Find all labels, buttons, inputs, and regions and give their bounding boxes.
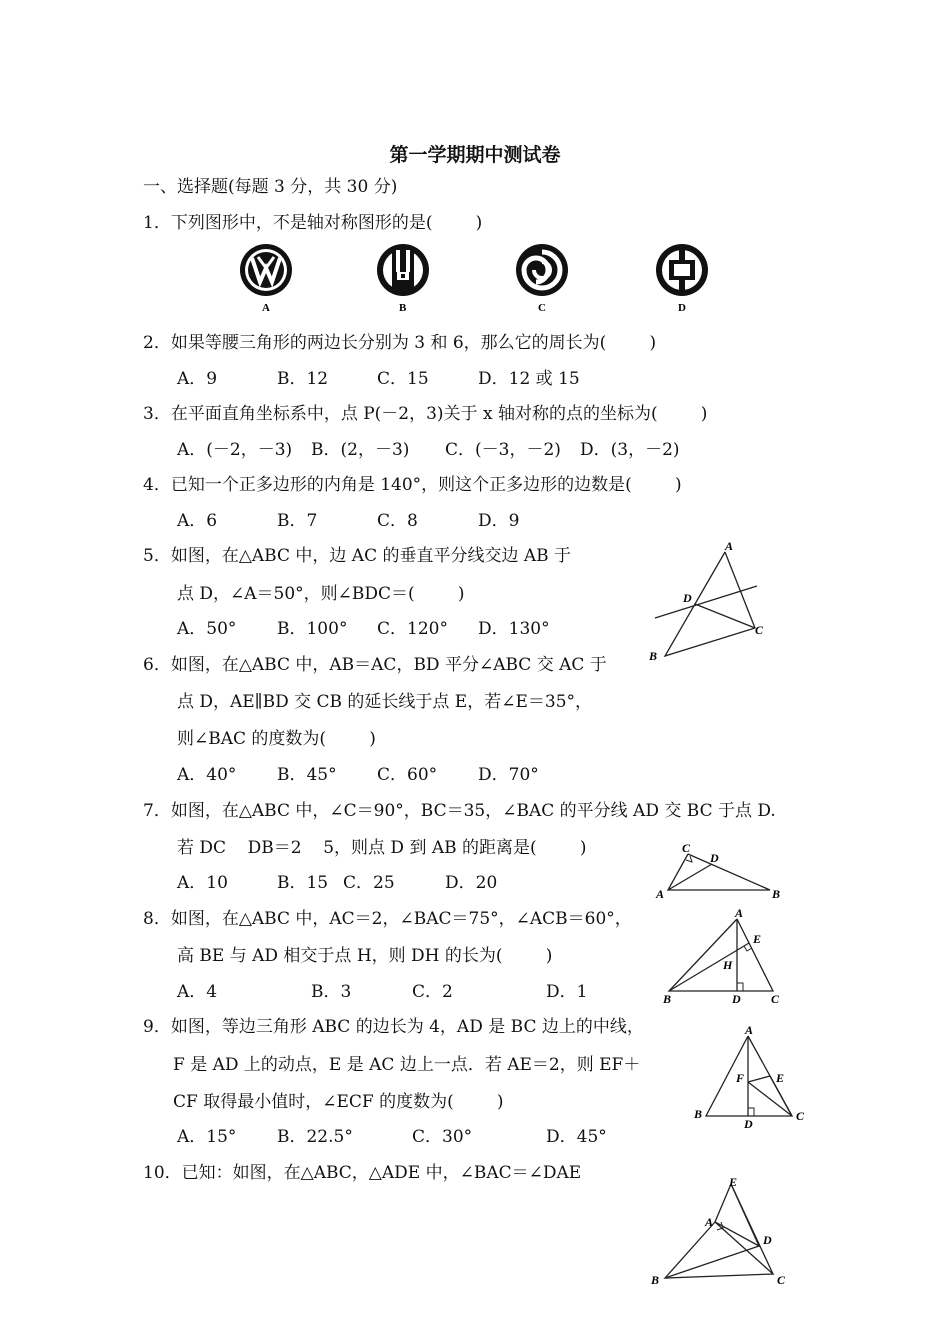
- q9-triangle-figure: [688, 1022, 813, 1132]
- q6-line3: 则∠BAC 的度数为( ): [177, 729, 376, 749]
- q5-option-b: B．100°: [277, 619, 348, 639]
- figure-point-label: C: [755, 623, 764, 637]
- q8-option-c: C．2: [412, 982, 453, 1002]
- figure-point-label: F: [736, 1071, 745, 1085]
- q5-line2: 点 D，∠A＝50°，则∠BDC＝( ): [177, 584, 465, 604]
- section-heading: 一、选择题(每题 3 分，共 30 分): [143, 177, 398, 197]
- figure-point-label: H: [723, 958, 733, 972]
- q9-option-d: D．45°: [546, 1127, 607, 1147]
- q5-line1: 5．如图，在△ABC 中，边 AC 的垂直平分线交边 AB 于: [143, 546, 572, 566]
- q2-option-c: C．15: [377, 369, 429, 389]
- figure-point-label: A: [725, 539, 734, 553]
- q6-line2: 点 D，AE∥BD 交 CB 的延长线于点 E，若∠E＝35°，: [177, 692, 593, 712]
- figure-point-label: D: [683, 591, 692, 605]
- figure-point-label: E: [753, 932, 762, 946]
- q9-option-b: B．22.5°: [277, 1127, 353, 1147]
- q4-option-d: D．9: [478, 511, 520, 531]
- q5-option-a: A．50°: [177, 619, 237, 639]
- q3-option-c: C．(－3，－2): [445, 440, 561, 460]
- logo-label-c: C: [538, 302, 546, 314]
- figure-point-label: B: [651, 1273, 660, 1287]
- q10-triangles-figure: [645, 1170, 795, 1290]
- q2-stem: 2．如果等腰三角形的两边长分别为 3 和 6，那么它的周长为( ): [143, 333, 657, 353]
- q5-option-d: D．130°: [478, 619, 550, 639]
- figure-point-label: A: [745, 1023, 754, 1037]
- q9-option-a: A．15°: [177, 1127, 237, 1147]
- logo-label-a: A: [262, 302, 270, 314]
- figure-point-label: B: [694, 1107, 703, 1121]
- figure-point-label: D: [732, 992, 741, 1006]
- logo-a-icon: [240, 244, 292, 296]
- page-title: 第一学期期中测试卷: [389, 144, 561, 166]
- logo-c-icon: [516, 244, 568, 296]
- q8-line2: 高 BE 与 AD 相交于点 H，则 DH 的长为( ): [177, 946, 553, 966]
- logo-label-b: B: [399, 302, 407, 314]
- q6-option-c: C．60°: [377, 765, 438, 785]
- figure-point-label: A: [705, 1215, 714, 1229]
- figure-point-label: E: [776, 1071, 785, 1085]
- q5-triangle-figure: [645, 538, 775, 668]
- q9-line3: CF 取得最小值时，∠ECF 的度数为( ): [173, 1092, 504, 1112]
- figure-point-label: A: [656, 887, 665, 901]
- logo-d-icon: [656, 244, 708, 296]
- figure-point-label: C: [777, 1273, 786, 1287]
- logo-label-d: D: [678, 302, 686, 314]
- q3-option-b: B．(2，－3): [311, 440, 410, 460]
- q3-option-a: A．(－2，－3): [177, 440, 293, 460]
- figure-point-label: D: [710, 851, 719, 865]
- q1-stem: 1．下列图形中，不是轴对称图形的是( ): [143, 213, 483, 233]
- figure-point-label: D: [763, 1233, 772, 1247]
- q3-option-d: D．(3，－2): [580, 440, 680, 460]
- figure-point-label: C: [682, 841, 691, 855]
- q7-triangle-figure: [650, 840, 790, 902]
- q7-option-a: A．10: [177, 873, 228, 893]
- logo-b-icon: [377, 244, 429, 296]
- q7-option-d: D．20: [445, 873, 498, 893]
- q9-line1: 9．如图，等边三角形 ABC 的边长为 4，AD 是 BC 边上的中线，: [143, 1017, 644, 1037]
- q7-line2: 若 DC DB＝2 5，则点 D 到 AB 的距离是( ): [177, 838, 587, 858]
- figure-point-label: C: [771, 992, 780, 1006]
- q10-stem: 10．已知：如图，在△ABC，△ADE 中，∠BAC＝∠DAE: [143, 1163, 582, 1183]
- q6-line1: 6．如图，在△ABC 中，AB＝AC，BD 平分∠ABC 交 AC 于: [143, 655, 607, 675]
- q2-option-a: A．9: [177, 369, 218, 389]
- q9-option-c: C．30°: [412, 1127, 473, 1147]
- q7-line1: 7．如图，在△ABC 中，∠C＝90°，BC＝35，∠BAC 的平分线 AD 交 BC 于点 D.: [143, 801, 776, 821]
- q6-option-d: D．70°: [478, 765, 539, 785]
- q5-option-c: C．120°: [377, 619, 448, 639]
- q8-option-d: D．1: [546, 982, 588, 1002]
- q1-logo-figures: [230, 238, 730, 320]
- figure-point-label: B: [663, 992, 672, 1006]
- q8-option-a: A．4: [177, 982, 218, 1002]
- q6-option-b: B．45°: [277, 765, 337, 785]
- q4-stem: 4．已知一个正多边形的内角是 140°，则这个正多边形的边数是( ): [143, 475, 682, 495]
- q4-option-c: C．8: [377, 511, 418, 531]
- q7-option-c: C．25: [343, 873, 395, 893]
- figure-point-label: E: [729, 1175, 738, 1189]
- figure-point-label: C: [796, 1109, 805, 1123]
- figure-point-label: D: [744, 1117, 753, 1131]
- figure-point-label: A: [735, 906, 744, 920]
- q6-option-a: A．40°: [177, 765, 237, 785]
- figure-point-label: B: [649, 649, 658, 663]
- figure-point-label: B: [772, 887, 781, 901]
- q8-option-b: B．3: [311, 982, 352, 1002]
- q3-stem: 3．在平面直角坐标系中，点 P(－2，3)关于 x 轴对称的点的坐标为( ): [143, 404, 708, 424]
- q2-option-d: D．12 或 15: [478, 369, 580, 389]
- q9-line2: F 是 AD 上的动点，E 是 AC 边上一点．若 AE＝2，则 EF＋: [173, 1055, 641, 1075]
- q4-option-a: A．6: [177, 511, 218, 531]
- q7-option-b: B．15: [277, 873, 329, 893]
- q8-triangle-figure: [655, 905, 785, 1010]
- q4-option-b: B．7: [277, 511, 318, 531]
- q8-line1: 8．如图，在△ABC 中，AC＝2，∠BAC＝75°，∠ACB＝60°，: [143, 909, 632, 929]
- q2-option-b: B．12: [277, 369, 329, 389]
